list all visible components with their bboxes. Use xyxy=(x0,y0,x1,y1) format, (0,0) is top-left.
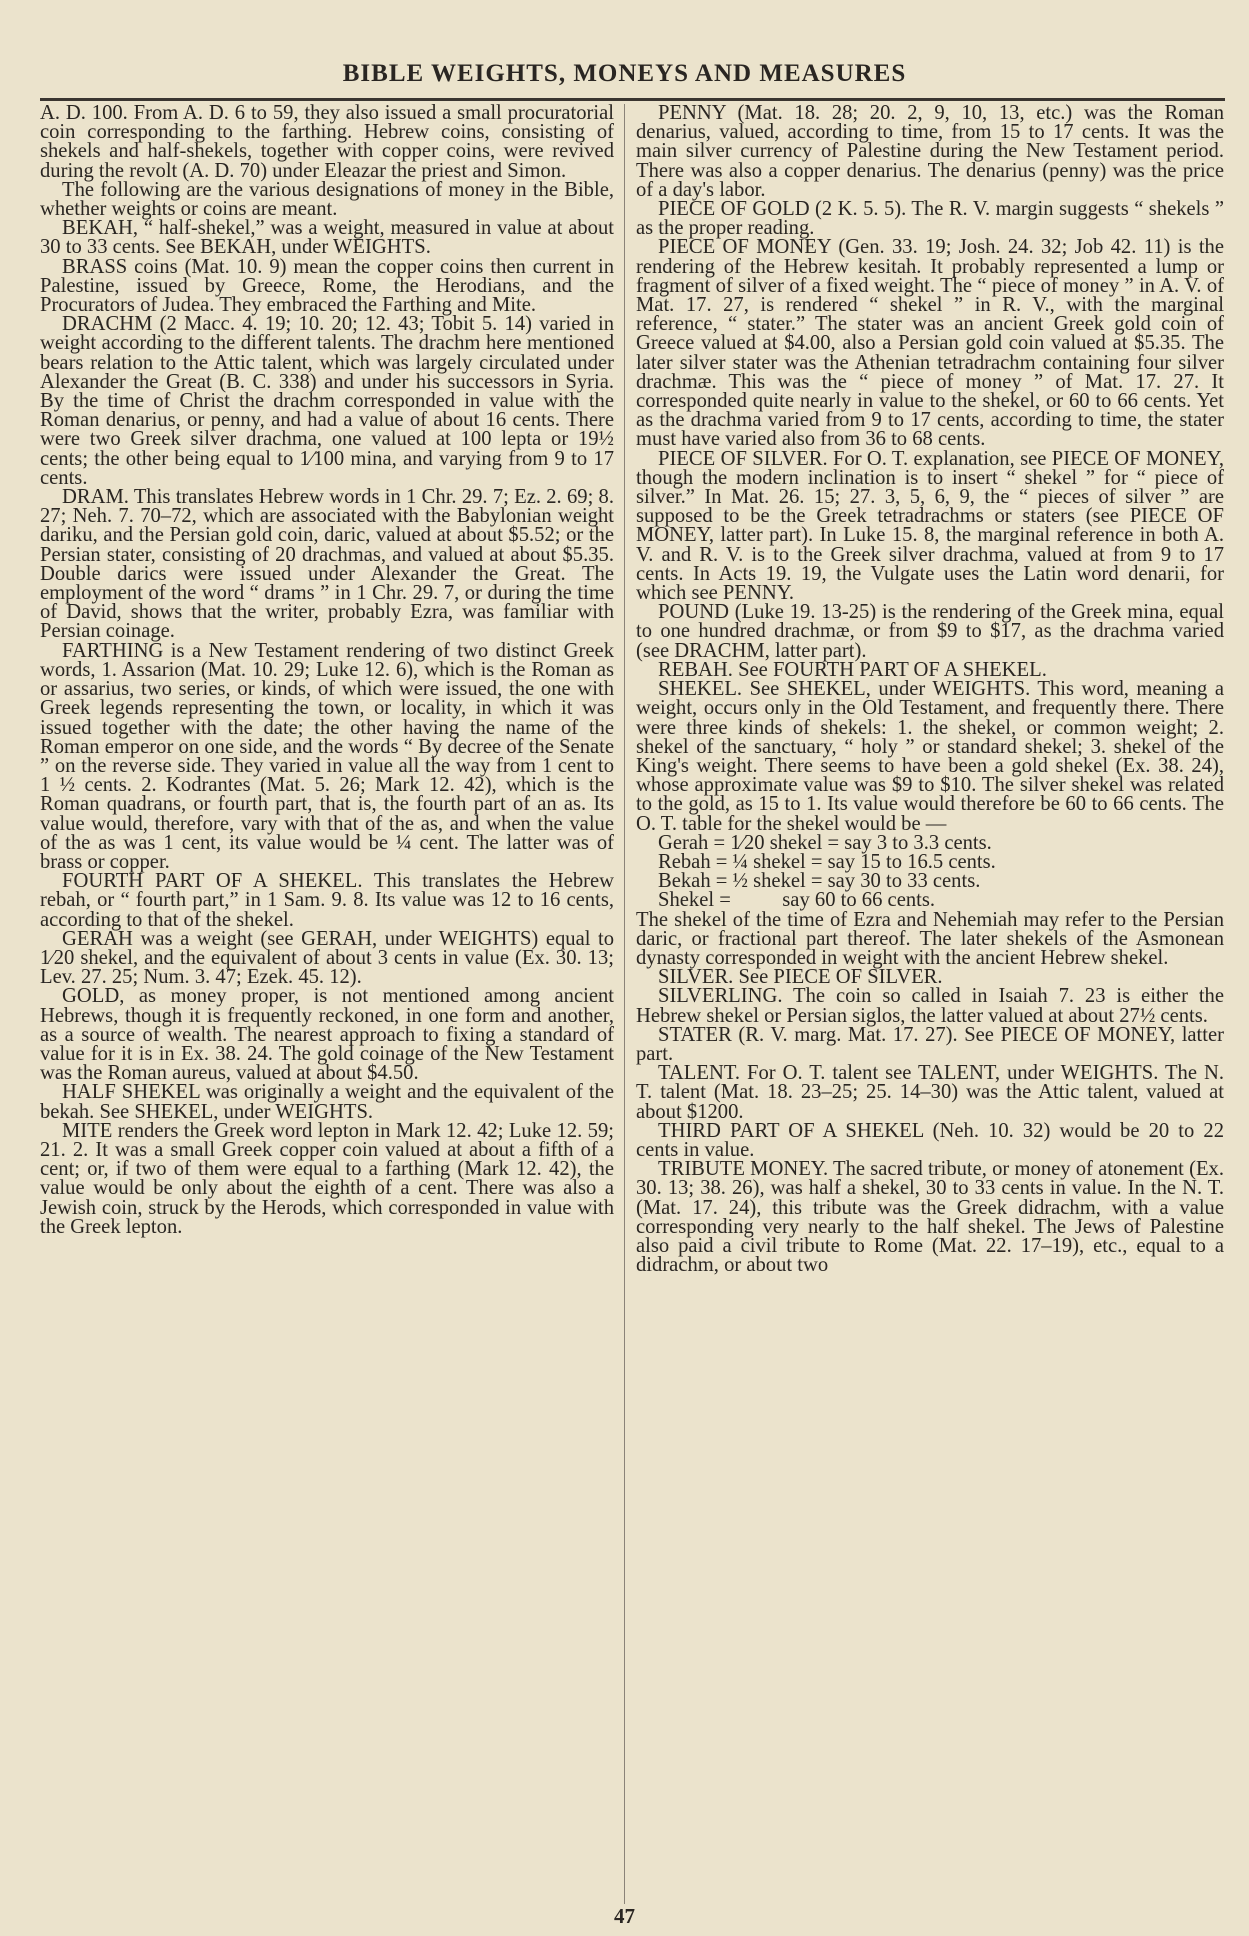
right-column xyxy=(636,104,1224,1275)
entry-tribute-money: TRIBUTE MONEY. The sacred tribute, or money of atonement (Ex. 30. 13; 38. 26), was half a shekel, 30 to 33 cents in value. In the N. T. (Mat. 17. 24), this tribute was the Greek didrachm, with a value corresponding very nearly to the half shekel. The Jews of Palestine also paid a civil tribute to Rome (Mat. 22. 17–19), etc., equal to a didrachm, or about two xyxy=(636,1158,1224,1277)
entry-rebah: REBAH. See FOURTH PART OF A SHEKEL. xyxy=(658,658,1047,681)
paragraph: A. D. 100. From A. D. 6 to 59, they also issued a small procuratorial coin corresponding to the farthing. Hebrew coins, consisting of shekels and half-shekels, together with copper coins, were revived during the revolt (A. D. 70) under Eleazar the priest and Simon. xyxy=(40,102,614,182)
table-row-rebah: Rebah = ¼ shekel = say 15 to 16.5 cents. xyxy=(658,850,996,873)
entry-piece-of-money: PIECE OF MONEY (Gen. 33. 19; Josh. 24. 32; Job 42. 11) is the rendering of the Hebrew kesitah. It probably represented a lump or fragment of silver of a fixed weight. The “ piece of money ” in A. V. of Mat. 17. 27, is rendered “ shekel ” in R. V., with the marginal reference, “ stater.” The stater was an ancient Greek gold coin of Greece valued at $4.00, also a Persian gold coin valued at $5.35. The later silver stater was the Athenian tetradrachm containing four silver drachmæ. This was the “ piece of money ” of Mat. 17. 27. It corresponded quite nearly in value to the shekel, or 60 to 66 cents. Yet as the drachma varied from 9 to 17 cents, according to time, the stater must have varied also from 36 to 68 cents. xyxy=(636,236,1224,451)
table-row-shekel: Shekel = say 60 to 66 cents. xyxy=(658,889,936,912)
entry-third-part: THIRD PART OF A SHEKEL (Neh. 10. 32) would be 20 to 22 cents in value. xyxy=(636,1119,1224,1161)
paragraph: The following are the various designations of money in the Bible, whether weights or coins are meant. xyxy=(40,178,614,221)
entry-drachm: DRACHM (2 Macc. 4. 19; 10. 20; 12. 43; Tobit 5. 14) varied in weight according to the different talents. The drachm here mentioned bears relation to the Attic talent, which was largely circulated under Alexander the Great (B. C. 338) and under his successors in Syria. By the time of Christ the drachm corresponded in value with the Roman denarius, or penny, and had a value of about 16 cents. There were two Greek silver drachma, one valued at 100 lepta or 19½ cents; the other being equal to 1⁄100 mina, and varying from 9 to 17 cents. xyxy=(40,313,614,489)
page-number: 47 xyxy=(614,1904,635,1928)
entry-piece-of-silver: PIECE OF SILVER. For O. T. explanation, see PIECE OF MONEY, though the modern inclination is to insert “ shekel ” for “ piece of silver.” In Mat. 26. 15; 27. 3, 5, 6, 9, the “ pieces of silver ” are supposed to be the Greek tetradrachms or staters (see PIECE OF MONEY, latter part). In Luke 15. 8, the marginal reference in both A. V. and R. V. is to the Greek silver drachma, valued at from 9 to 17 cents. In Acts 19. 19, the Vulgate uses the Latin word denarii, for which see PENNY. xyxy=(636,447,1224,605)
table-row-gerah: Gerah = 1⁄20 shekel = say 3 to 3.3 cents. xyxy=(658,831,992,854)
header-rule xyxy=(40,98,1225,101)
entry-dram: DRAM. This translates Hebrew words in 1 Chr. 29. 7; Ez. 2. 69; 8. 27; Neh. 7. 70–72, which are associated with the Babylonian weight dariku, and the Persian gold coin, daric, valued at about $5.52; or the Persian stater, consisting of 20 drachmas, and valued at about $5.35. Double darics were issued under Alexander the Great. The employment of the word “ drams ” in 1 Chr. 29. 7, or during the time of David, shows that the writer, probably Ezra, was familiar with Persian coinage. xyxy=(40,486,614,643)
entry-talent: TALENT. For O. T. talent see TALENT, under WEIGHTS. The N. T. talent (Mat. 18. 23–25; 25. 14–30) was the Attic talent, valued at about $1200. xyxy=(636,1062,1224,1123)
column-divider xyxy=(624,104,625,1904)
paragraph: The shekel of the time of Ezra and Nehemiah may refer to the Persian daric, or fractional part thereof. The later shekels of the Asmonean dynasty corresponded in weight with the ancient Hebrew shekel. xyxy=(636,908,1224,969)
entry-silver: SILVER. See PIECE OF SILVER. xyxy=(658,966,943,989)
entry-silverling: SILVERLING. The coin so called in Isaiah 7. 23 is either the Hebrew shekel or Persian siglos, the latter valued at about 27½ cents. xyxy=(636,985,1224,1027)
entry-fourth-part: FOURTH PART OF A SHEKEL. This translates the Hebrew rebah, or “ fourth part,” in 1 Sam. 9. 8. Its value was 12 to 16 cents, according to that of the shekel. xyxy=(40,870,614,931)
entry-stater: STATER (R. V. marg. Mat. 17. 27). See PIECE OF MONEY, latter part. xyxy=(636,1023,1224,1065)
entry-farthing: FARTHING is a New Testament rendering of two distinct Greek words, 1. Assarion (Mat. 10. 29; Luke 12. 6), which is the Roman as or assarius, two series, or kinds, of which were issued, the one with Greek legends representing the town, or locality, in which it was issued together with the date; the other having the name of the Roman emperor on one side, and the words “ By decree of the Senate ” on the reverse side. They varied in value all the way from 1 cent to 1 ½ cents. 2. Kodrantes (Mat. 5. 26; Mark 12. 42), which is the Roman quadrans, or fourth part, that is, the fourth part of an as. Its value would, therefore, vary with that of the as, and when the value of the as was 1 cent, its value would be ¼ cent. The latter was of brass or copper. xyxy=(40,639,614,873)
entry-shekel: SHEKEL. See SHEKEL, under WEIGHTS. This word, meaning a weight, occurs only in the Old Testament, and frequently there. There were three kinds of shekels: 1. the shekel, or common weight; 2. shekel of the sanctuary, “ holy ” or standard shekel; 3. shekel of the King's weight. There seems to have been a gold shekel (Ex. 38. 24), whose approximate value was $9 to $10. The silver shekel was related to the gold, as 15 to 1. Its value would therefore be 60 to 66 cents. The O. T. table for the shekel would be — xyxy=(636,678,1224,835)
entry-gold: GOLD, as money proper, is not mentioned among ancient Hebrews, though it is frequently reckoned, in one form and another, as a source of wealth. The nearest approach to fixing a standard of value for it is in Ex. 38. 24. The gold coinage of the New Testament was the Roman aureus, valued at about $4.50. xyxy=(40,985,614,1085)
entry-piece-of-gold: PIECE OF GOLD (2 K. 5. 5). The R. V. margin suggests “ shekels ” as the proper reading. xyxy=(636,198,1224,240)
entry-pound: POUND (Luke 19. 13-25) is the rendering of the Greek mina, equal to one hundred drachmæ, or from $9 to $17, as the drachma varied (see DRACHM, latter part). xyxy=(636,601,1224,662)
entry-gerah: GERAH was a weight (see GERAH, under WEIGHTS) equal to 1⁄20 shekel, and the equivalent of about 3 cents in value (Ex. 30. 13; Lev. 27. 25; Num. 3. 47; Ezek. 45. 12). xyxy=(40,927,614,989)
entry-mite: MITE renders the Greek word lepton in Mark 12. 42; Luke 12. 59; 21. 2. It was a small Greek copper coin valued at about a fifth of a cent; or, if two of them were equal to a farthing (Mark 12. 42), the value would be only about the eighth of a cent. There was also a Jewish coin, struck by the Herods, which corresponded in value with the Greek lepton. xyxy=(40,1119,614,1238)
running-head: BIBLE WEIGHTS, MONEYS AND MEASURES xyxy=(342,60,907,87)
entry-brass: BRASS coins (Mat. 10. 9) mean the copper coins then current in Palestine, issued by Greece, Rome, the Herodians, and the Procurators of Judea. They embraced the Farthing and Mite. xyxy=(40,255,614,317)
entry-penny: PENNY (Mat. 18. 28; 20. 2, 9, 10, 13, etc.) was the Roman denarius, valued, according to time, from 15 to 17 cents. It was the main silver currency of Palestine during the New Testament period. There was also a copper denarius. The denarius (penny) was the price of a day's labor. xyxy=(636,102,1224,201)
entry-half-shekel: HALF SHEKEL was originally a weight and the equivalent of the bekah. See SHEKEL, under WEIGHTS. xyxy=(40,1081,614,1123)
table-row-bekah: Bekah = ½ shekel = say 30 to 33 cents. xyxy=(658,870,981,893)
entry-bekah: BEKAH, “ half-shekel,” was a weight, measured in value at about 30 to 33 cents. See BEKAH, under WEIGHTS. xyxy=(40,217,614,259)
left-column xyxy=(40,104,614,1237)
